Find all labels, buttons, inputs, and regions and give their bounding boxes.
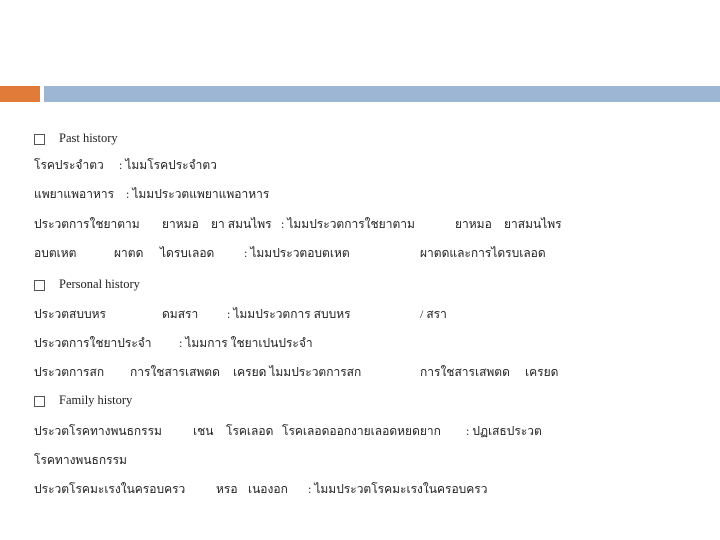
personal-line3-label: ประวตการสก	[34, 365, 105, 379]
past-line3-item4: ยาสมนไพร	[504, 217, 562, 231]
family-line3-value: : ไมมประวตโรคมะเรงในครอบครว	[308, 482, 488, 496]
personal-line3-item2: เครยด	[233, 365, 267, 379]
past-line3-item3: ยาหมอ	[455, 217, 492, 231]
accent-bar	[0, 86, 40, 102]
checkbox-bullet-icon	[34, 396, 45, 407]
personal-line3-item3: การใชสารเสพตด	[420, 365, 510, 379]
past-line1-label: โรคประจำตว	[34, 158, 104, 172]
family-line1-item3: โรคเลอดออกงายเลอดหยดยาก	[282, 424, 441, 438]
personal-line3-item4: เครยด	[525, 365, 559, 379]
checkbox-bullet-icon	[34, 280, 45, 291]
personal-line2-label: ประวตการใชยาประจำ	[34, 336, 152, 350]
past-line2-value: : ไมมประวตแพยาแพอาหาร	[126, 187, 270, 201]
family-line2-label: โรคทางพนธกรรม	[34, 453, 127, 467]
personal-line1-value: : ไมมประวตการ สบบหร	[227, 307, 351, 321]
family-line3-item2: เนองอก	[248, 482, 288, 496]
past-line4-label: อบตเหต	[34, 246, 77, 260]
past-line4-item3: ผาตดและการไดรบเลอด	[420, 246, 546, 260]
family-line1-item2: โรคเลอด	[226, 424, 274, 438]
personal-line1-extra: / สรา	[420, 307, 447, 321]
family-line1-item1: เชน	[193, 424, 214, 438]
past-line4-item2: ไดรบเลอด	[160, 246, 215, 260]
past-line3-item1: ยาหมอ	[162, 217, 199, 231]
past-line3-label: ประวตการใชยาตาม	[34, 217, 140, 231]
past-line3-value: : ไมมประวตการใชยาตาม	[281, 217, 415, 231]
past-line3-item2: ยา สมนไพร	[211, 217, 272, 231]
past-line4-item1: ผาตด	[114, 246, 144, 260]
past-history-heading: Past history	[59, 131, 118, 145]
personal-line3-item1: การใชสารเสพตด	[130, 365, 220, 379]
personal-line3-value: : ไมมประวตการสก	[263, 365, 362, 379]
family-line3-label: ประวตโรคมะเรงในครอบครว	[34, 482, 186, 496]
family-history-heading: Family history	[59, 393, 133, 407]
personal-history-heading: Personal history	[59, 277, 140, 291]
family-line3-item1: หรอ	[216, 482, 238, 496]
checkbox-bullet-icon	[34, 134, 45, 145]
personal-line1-label: ประวตสบบหร	[34, 307, 106, 321]
personal-line1-item: ดมสรา	[162, 307, 199, 321]
past-line2-label: แพยาแพอาหาร	[34, 187, 115, 201]
past-line4-value: : ไมมประวตอบตเหต	[244, 246, 350, 260]
past-line1-value: : ไมมโรคประจำตว	[119, 158, 217, 172]
header-bar	[44, 86, 720, 102]
personal-line2-value: : ไมมการ ใชยาเปนประจำ	[179, 336, 313, 350]
family-line1-value: : ปฏเสธประวต	[466, 424, 542, 438]
family-line1-label: ประวตโรคทางพนธกรรม	[34, 424, 162, 438]
